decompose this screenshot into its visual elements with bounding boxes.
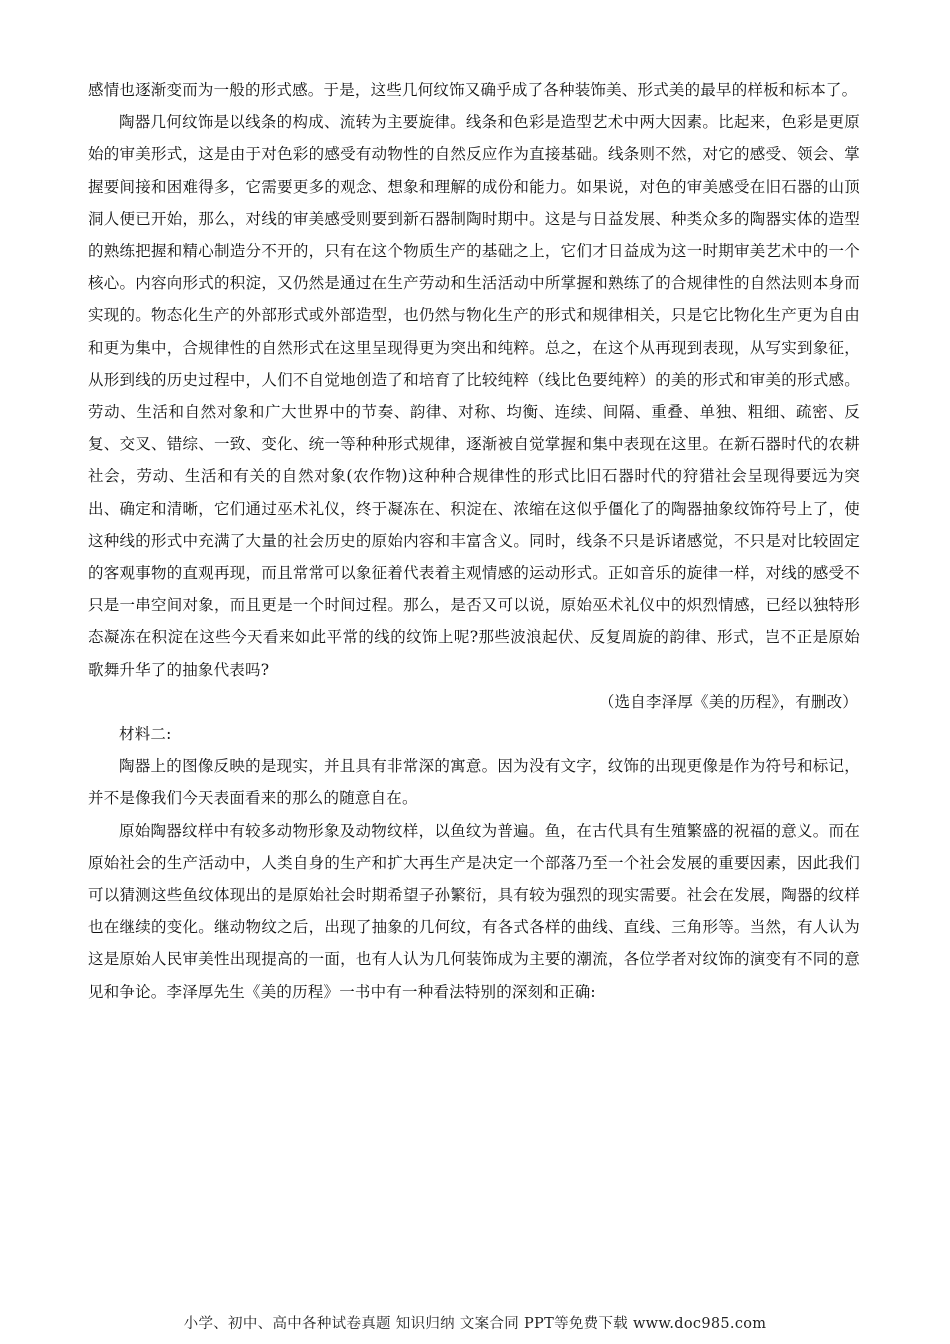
paragraph-pottery-images: 陶器上的图像反映的是现实，并且具有非常深的寓意。因为没有文字，纹饰的出现更像是作为符号和标记，并不是像我们今天表面看来的那么的随意自在。 bbox=[88, 757, 860, 808]
paragraph-continuation: 感情也逐渐变而为一般的形式感。于是，这些几何纹饰又确乎成了各种装饰美、形式美的最早的样板和标本了。 bbox=[88, 81, 858, 99]
paragraph-line-ornament: 陶器几何纹饰是以线条的构成、流转为主要旋律。线条和色彩是造型艺术中两大因素。比起来，色彩是更原始的审美形式，这是由于对色彩的感受有动物性的自然反应作为直接基础。线条则不然，对它的感受、领会、掌握要间接和困难得多，它需要更多的观念、想象和理解的成份和能力。如果说，对色的审美感受在旧石器的山顶洞人便已开始，那么，对线的审美感受则要到新石器制陶时期中。这是与日益发展、种类众多的陶器实体的造型的熟练把握和精心制造分不开的，只有在这个物质生产的基础之上，它们才日益成为这一时期审美艺术中的一个核心。内容向形式的积淀，又仍然是通过在生产劳动和生活活动中所掌握和熟练了的合规律性的自然法则本身而实现的。物态化生产的外部形式或外部造型，也仍然与物化生产的形式和规律相关，只是它比物化生产更为自由和更为集中，合规律性的自然形式在这里呈现得更为突出和纯粹。总之，在这个从再现到表现，从写实到象征，从形到线的历史过程中，人们不自觉地创造了和培育了比较纯粹（线比色要纯粹）的美的形式和审美的形式感。劳动、生活和自然对象和广大世界中的节奏、韵律、对称、均衡、连续、间隔、重叠、单独、粗细、疏密、反复、交叉、错综、一致、变化、统一等种种形式规律，逐渐被自觉掌握和集中表现在这里。在新石器时代的农耕社会，劳动、生活和有关的自然对象(农作物)这种种合规律性的形式比旧石器时代的狩猎社会呈现得要远为突出、确定和清晰，它们通过巫术礼仪，终于凝冻在、积淀在、浓缩在这似乎僵化了的陶器抽象纹饰符号上了，使这种线的形式中充满了大量的社会历史的原始内容和丰富含义。同时，线条不只是诉诸感觉，不只是对比较固定的客观事物的直观再现，而且常常可以象征着代表着主观情感的运动形式。正如音乐的旋律一样，对线的感受不只是一串空间对象，而且更是一个时间过程。那么，是否又可以说，原始巫术礼仪中的炽烈情感，已经以独特形态凝冻在积淀在这些今天看来如此平常的线的纹饰上呢?那些波浪起伏、反复周旋的韵律、形式，岂不正是原始歌舞升华了的抽象代表吗? bbox=[88, 113, 860, 679]
document-body bbox=[88, 74, 860, 1008]
page-footer: 小学、初中、高中各种试卷真题 知识归纳 文案合同 PPT等免费下载 www.doc985.com bbox=[183, 1316, 767, 1332]
material-two-heading: 材料二: bbox=[119, 725, 172, 744]
source-citation: （选自李泽厚《美的历程》，有删改） bbox=[598, 692, 858, 711]
paragraph-fish-patterns: 原始陶器纹样中有较多动物形象及动物纹样，以鱼纹为普遍。鱼，在古代具有生殖繁盛的祝福的意义。而在原始社会的生产活动中，人类自身的生产和扩大再生产是决定一个部落乃至一个社会发展的重要因素，因此我们可以猜测这些鱼纹体现出的是原始社会时期希望子孙繁衍，具有较为强烈的现实需要。社会在发展，陶器的纹样也在继续的变化。继动物纹之后，出现了抽象的几何纹，有各式各样的曲线、直线、三角形等。当然，有人认为这是原始人民审美性出现提高的一面，也有人认为几何装饰成为主要的潮流，各位学者对纹饰的演变有不同的意见和争论。李泽厚先生《美的历程》一书中有一种看法特别的深刻和正确: bbox=[88, 821, 860, 1001]
